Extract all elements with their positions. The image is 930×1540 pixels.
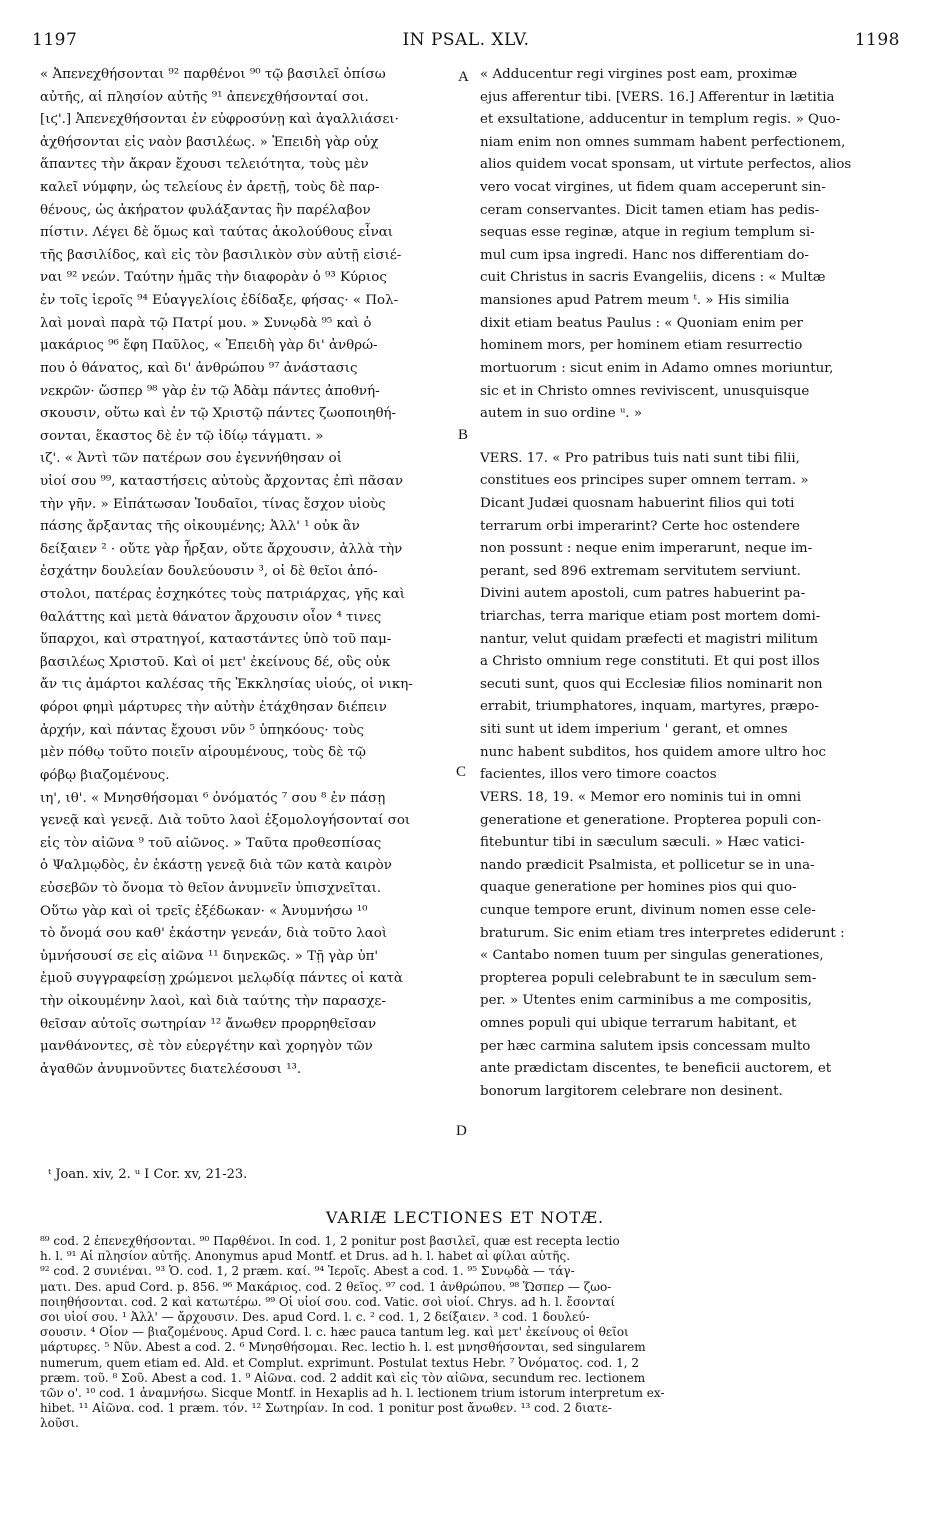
latin-text-line: nunc habent subditos, hos quidem amore ultro hoc — [480, 744, 827, 760]
note-line: τῶν ο'. ¹⁰ cod. 1 ἀναμνήσω. Sicque Montf. in Hexaplis ad h. l. lectionem trium istorum interpretum ex- — [40, 1385, 665, 1400]
latin-text-line: vero vocat virgines, ut fidem quam acceperunt sin- — [480, 180, 826, 196]
greek-text-line: πάσης ἄρξαντας τῆς οἰκουμένης; Ἀλλ' ¹ οὐκ ἂν — [40, 519, 360, 535]
greek-text-line: τὸ ὄνομά σου καθ' ἑκάστην γενεάν, διὰ τοῦτο λαοὶ — [40, 926, 388, 942]
latin-text-line: mul cum ipsa ingredi. Hanc nos differentiam do- — [480, 247, 809, 263]
greek-text-line: Οὕτω γὰρ καὶ οἱ τρεῖς ἐξέδωκαν· « Ἀνυμνήσω ¹⁰ — [40, 903, 368, 919]
notes-title: VARIÆ LECTIONES ET NOTÆ. — [325, 1208, 605, 1227]
page-number-right: 1198 — [854, 30, 900, 50]
latin-text-line: quaque generatione per homines pios qui quo- — [480, 880, 797, 896]
greek-text-line: [ιϛ'.] Ἀπενεχθήσονται ἐν εὐφροσύνῃ καὶ ἀγαλλιάσει· — [40, 112, 399, 128]
latin-text-line: nantur, velut quidam præfecti et magistri militum — [480, 631, 819, 647]
note-line: ματι. Des. apud Cord. p. 856. ⁹⁶ Μακάριος. cod. 2 θεῖος. ⁹⁷ cod. 1 ἀνθρώπου. ⁹⁸ Ὥσπερ — ζωο- — [40, 1279, 612, 1294]
latin-text-line: nando prædicit Psalmista, et pollicetur se in una- — [480, 857, 815, 873]
greek-text-line: ὑμνήσουσί σε εἰς αἰῶνα ¹¹ διηνεκῶς. » Τῇ γὰρ ὑπ' — [40, 948, 379, 964]
latin-text-line: generatione et generatione. Propterea populi con- — [480, 812, 822, 828]
latin-text-line: ante prædictam discentes, te beneficii auctorem, et — [480, 1061, 832, 1077]
page-number-left: 1197 — [32, 30, 78, 50]
note-line: ποιηθήσονται. cod. 2 καὶ κατωτέρω. ⁹⁹ Οἱ υἱοί σου. cod. Vatic. σοὶ υἱοί. Chrys. ad h. l. ἔσονταί — [40, 1294, 616, 1309]
latin-text-line: sic et in Christo omnes reviviscent, unusquisque — [480, 383, 810, 399]
greek-text-line: καλεῖ νύμφην, ὡς τελείους ἐν ἀρετῇ, τοὺς δὲ παρ- — [40, 180, 380, 196]
latin-text-line: braturum. Sic enim etiam tres interpretes ediderunt : — [480, 925, 845, 941]
greek-text-line: ἐν τοῖς ἱεροῖς ⁹⁴ Εὐαγγελίοις ἐδίδαξε, φήσας· « Πολ- — [40, 293, 399, 309]
latin-column — [480, 64, 892, 1103]
latin-text-line: Divini autem apostoli, cum patres habuerint pa- — [480, 586, 806, 602]
greek-text-line: φόροι φημὶ μάρτυρες τὴν αὐτὴν ἐτάχθησαν διέπειν — [40, 700, 387, 716]
greek-text-line: ὁ Ψαλμῳδὸς, ἐν ἑκάστῃ γενεᾷ διὰ τῶν κατὰ καιρὸν — [40, 858, 392, 874]
latin-text-line: cuit Christus in sacris Evangeliis, dicens : « Multæ — [480, 270, 826, 286]
greek-text-line: ἀχθήσονται εἰς ναὸν βασιλέως. » Ἐπειδὴ γὰρ οὐχ — [40, 134, 379, 150]
greek-text-line: λαὶ μοναὶ παρὰ τῷ Πατρί μου. » Συνῳδὰ ⁹⁵ καὶ ὁ — [40, 315, 372, 331]
latin-text-line: perant, sed 896 extremam servitutem serviunt. — [480, 563, 801, 579]
latin-text-line — [480, 426, 892, 448]
latin-text-line: triarchas, terra marique etiam post mortem domi- — [480, 609, 821, 625]
greek-text-line: νεκρῶν· ὥσπερ ⁹⁸ γὰρ ἐν τῷ Ἀδὰμ πάντες ἀποθνή- — [40, 383, 380, 399]
footnote: ᵗ Joan. xiv, 2. ᵘ I Cor. xv, 21-23. — [48, 1167, 248, 1182]
greek-text-line: μὲν πόθῳ τοῦτο ποιεῖν αἱρουμένους, τοὺς δὲ τῷ — [40, 745, 366, 761]
greek-text-line: ἐσχάτην δουλείαν δουλεύουσιν ³, οἱ δὲ θεῖοι ἀπό- — [40, 564, 378, 580]
greek-text-line: φόβῳ βιαζομένους. — [40, 767, 170, 783]
greek-text-line: βασιλέως Χριστοῦ. Καὶ οἱ μετ' ἐκείνους δέ, οὓς οὐκ — [40, 654, 391, 670]
greek-text-line: ἀρχήν, καὶ πάντας ἔχουσι νῦν ⁵ ὑπηκόους· τοὺς — [40, 722, 364, 738]
latin-text-line: siti sunt ut idem imperium ' gerant, et omnes — [480, 722, 788, 738]
latin-text-line: fitebuntur tibi in sæculum sæculi. » Hæc vatici- — [480, 835, 805, 851]
latin-text-line: non possunt : neque enim imperarunt, neque im- — [480, 541, 813, 557]
latin-text-line: VERS. 17. « Pro patribus tuis nati sunt tibi filii, — [480, 450, 800, 466]
latin-text-line: niam enim non omnes summam habent perfectionem, — [480, 134, 846, 150]
running-title: IN PSAL. XLV. — [402, 30, 530, 50]
greek-text-line: ἀγαθῶν ἀνυμνοῦντες διατελέσουσι ¹³. — [40, 1061, 302, 1077]
greek-text-line: τὴν οἰκουμένην λαοὶ, καὶ διὰ ταύτης τὴν παρασχε- — [40, 993, 386, 1009]
latin-text-line: et exsultatione, adducentur in templum regis. » Quo- — [480, 112, 841, 128]
latin-text-line: autem in suo ordine ᵘ. » — [480, 406, 643, 422]
latin-text-line: per. » Utentes enim carminibus a me compositis, — [480, 993, 812, 1009]
latin-text-line: omnes populi qui ubique terrarum habitant, et — [480, 1015, 797, 1031]
greek-text-line: ὕπαρχοι, καὶ στρατηγοί, καταστάντες ὑπὸ τοῦ παμ- — [40, 632, 392, 648]
margin-letter-a: A — [458, 69, 469, 85]
latin-text-line: per hæc carmina salutem ipsis concessam multo — [480, 1038, 811, 1054]
note-line: ⁹² cod. 2 συνιέναι. ⁹³ Ὁ. cod. 1, 2 præm. καί. ⁹⁴ Ἱεροῖς. Abest a cod. 1. ⁹⁵ Συνῳδὰ — τάγ- — [40, 1264, 575, 1279]
note-line: h. l. ⁹¹ Αἱ πλησίον αὐτῆς. Anonymus apud Montf. et Drus. ad h. l. habet αἱ φίλαι αὐτῆς. — [40, 1249, 571, 1264]
latin-text-line: dixit etiam beatus Paulus : « Quoniam enim per — [480, 315, 803, 331]
margin-letter-d: D — [456, 1123, 467, 1139]
greek-text-line: ιη', ιθ'. « Μνησθήσομαι ⁶ ὀνόματός ⁷ σου ⁸ ἐν πάσῃ — [40, 790, 386, 806]
latin-text-line: hominem mors, per hominem etiam resurrectio — [480, 338, 803, 354]
variant-readings-notes — [40, 1234, 892, 1431]
latin-text-line: ceram conservantes. Dicit tamen etiam has pedis- — [480, 202, 820, 218]
latin-text-line: sequas esse reginæ, atque in regium templum si- — [480, 225, 815, 241]
greek-text-line: υἱοί σου ⁹⁹, καταστήσεις αὐτοὺς ἄρχοντας ἐπὶ πᾶσαν — [40, 473, 403, 489]
greek-text-line: θαλάττης καὶ μετὰ θάνατον ἄρχουσιν οἷον ⁴ τινες — [40, 609, 382, 625]
latin-text-line: mansiones apud Patrem meum ᵗ. » His similia — [480, 293, 790, 309]
note-line: σουσιν. ⁴ Οἷον — βιαζομένους. Apud Cord. l. c. hæc pauca tantum leg. καὶ μετ' ἐκείνους οἱ θεῖοι — [40, 1325, 629, 1340]
latin-text-line: ejus afferentur tibi. [VERS. 16.] Afferentur in lætitia — [480, 89, 835, 105]
greek-text-line: ναι ⁹² νεών. Ταύτην ἡμᾶς τὴν διαφορὰν ὁ ⁹³ Κύριος — [40, 270, 387, 286]
note-line: μάρτυρες. ⁵ Νῦν. Abest a cod. 2. ⁶ Μνησθήσομαι. Rec. lectio h. l. est μνησθήσονται, sed singularem — [40, 1340, 646, 1355]
greek-text-line: μακάριος ⁹⁶ ἔφη Παῦλος, « Ἐπειδὴ γὰρ δι' ἀνθρώ- — [40, 338, 378, 354]
latin-text-line: terrarum orbi imperarint? Certe hoc ostendere — [480, 518, 800, 534]
note-line: præm. τοῦ. ⁸ Σοῦ. Abest a cod. 1. ⁹ Αἰῶνα. cod. 2 addit καὶ εἰς τὸν αἰῶνα, secundum rec. lectionem — [40, 1370, 646, 1385]
latin-text-line: constitues eos principes super omnem terram. » — [480, 473, 809, 489]
latin-text-line: secuti sunt, quos qui Ecclesiæ filios nominarit non — [480, 676, 823, 692]
greek-text-line: θένους, ὡς ἀκήρατον φυλάξαντας ἣν παρέλαβον — [40, 202, 371, 218]
greek-text-line: ἄν τις ἁμάρτοι καλέσας τῆς Ἐκκλησίας υἱούς, οἱ νικη- — [40, 677, 413, 693]
greek-text-line: δείξαιεν ² · οὔτε γὰρ ἦρξαν, οὔτε ἄρχουσιν, ἀλλὰ τὴν — [40, 541, 403, 557]
greek-text-line: θεῖσαν αὐτοῖς σωτηρίαν ¹² ἄνωθεν προρρηθεῖσαν — [40, 1016, 377, 1032]
page-header — [32, 30, 900, 60]
greek-text-line: γενεᾷ καὶ γενεᾷ. Διὰ τοῦτο λαοὶ ἐξομολογήσονταί σοι — [40, 813, 411, 829]
greek-text-line: μανθάνοντες, σὲ τὸν εὐεργέτην καὶ χορηγὸν τῶν — [40, 1039, 373, 1055]
greek-text-line: ἅπαντες τὴν ἄκραν ἔχουσι τελειότητα, τοὺς μὲν — [40, 157, 369, 173]
margin-letter-c: C — [456, 764, 467, 780]
latin-text-line: facientes, illos vero timore coactos — [480, 767, 717, 783]
note-line: hibet. ¹¹ Αἰῶνα. cod. 1 præm. τόν. ¹² Σωτηρίαν. In cod. 1 ponitur post ἄνωθεν. ¹³ cod. 2 διατε- — [40, 1401, 612, 1416]
latin-text-line: bonorum largitorem celebrare non desinent. — [480, 1083, 783, 1099]
latin-text-line: a Christo omnium rege constituti. Et qui post illos — [480, 654, 820, 670]
latin-text-line: « Cantabo nomen tuum per singulas generationes, — [480, 948, 824, 964]
greek-text-line: ιζ'. « Ἀντὶ τῶν πατέρων σου ἐγεννήθησαν οἱ — [40, 451, 342, 467]
greek-text-line: σκουσιν, οὕτω καὶ ἐν τῷ Χριστῷ πάντες ζωοποιηθή- — [40, 406, 397, 422]
greek-text-line: που ὁ θάνατος, καὶ δι' ἀνθρώπου ⁹⁷ ἀνάστασις — [40, 360, 358, 376]
latin-text-line: VERS. 18, 19. « Memor ero nominis tui in omni — [480, 789, 802, 805]
latin-text-line: alios quidem vocat sponsam, ut virtute perfectos, alios — [480, 157, 852, 173]
greek-text-line: αὐτῆς, αἱ πλησίον αὐτῆς ⁹¹ ἀπενεχθήσονταί σοι. — [40, 89, 369, 105]
greek-text-line: τῆς βασιλίδος, καὶ εἰς τὸν βασιλικὸν σὺν αὐτῇ εἰσιέ- — [40, 247, 402, 263]
margin-letter-b: B — [458, 427, 469, 443]
greek-text-line: εὐσεβῶν τὸ ὄνομα τὸ θεῖον ἀνυμνεῖν ὑπισχνεῖται. — [40, 880, 382, 896]
latin-text-line: propterea populi celebrabunt te in sæculum sem- — [480, 970, 817, 986]
latin-text-line: Dicant Judæi quosnam habuerint filios qui toti — [480, 495, 795, 511]
greek-text-line: « Ἀπενεχθήσονται ⁹² παρθένοι ⁹⁰ τῷ βασιλεῖ ὀπίσω — [40, 67, 386, 82]
note-line: λοῦσι. — [40, 1416, 79, 1431]
greek-text-line: ἐμοῦ συγγραφείσῃ χρώμενοι μελῳδίᾳ πάντες οἱ κατὰ — [40, 971, 403, 987]
latin-text-line: cunque tempore erunt, divinum nomen esse cele- — [480, 902, 816, 918]
note-line: σοι υἱοί σου. ¹ Ἀλλ' — ἄρχουσιν. Des. apud Cord. l. c. ² cod. 1, 2 δείξαιεν. ³ cod. 1 δουλεύ- — [40, 1309, 590, 1324]
greek-text-line: στολοι, πατέρας ἐσχηκότες τοὺς πατριάρχας, γῆς καὶ — [40, 587, 406, 603]
latin-text-line: errabit, triumphatores, inquam, martyres, præpo- — [480, 699, 819, 715]
greek-column — [40, 64, 450, 1081]
greek-text-line: σονται, ἕκαστος δὲ ἐν τῷ ἰδίῳ τάγματι. » — [40, 428, 324, 444]
greek-text-line: πίστιν. Λέγει δὲ ὅμως καὶ ταύτας ἀκολούθους εἶναι — [40, 225, 394, 241]
latin-text-line: mortuorum : sicut enim in Adamo omnes moriuntur, — [480, 360, 834, 376]
note-line: numerum, quem etiam ed. Ald. et Complut. exprimunt. Postulat textus Hebr. ⁷ Ὀνόματος. cod. 1, 2 — [40, 1355, 639, 1370]
greek-text-line: τὴν γῆν. » Εἰπάτωσαν Ἰουδαῖοι, τίνας ἔσχον υἱοὺς — [40, 496, 386, 512]
note-line: ⁸⁹ cod. 2 ἐπενεχθήσονται. ⁹⁰ Παρθένοι. In cod. 1, 2 ponitur post βασιλεῖ, quæ est recepta lectio — [40, 1234, 620, 1248]
latin-text-line: « Adducentur regi virgines post eam, proximæ — [480, 67, 798, 82]
greek-text-line: εἰς τὸν αἰῶνα ⁹ τοῦ αἰῶνος. » Ταῦτα προθεσπίσας — [40, 835, 382, 851]
